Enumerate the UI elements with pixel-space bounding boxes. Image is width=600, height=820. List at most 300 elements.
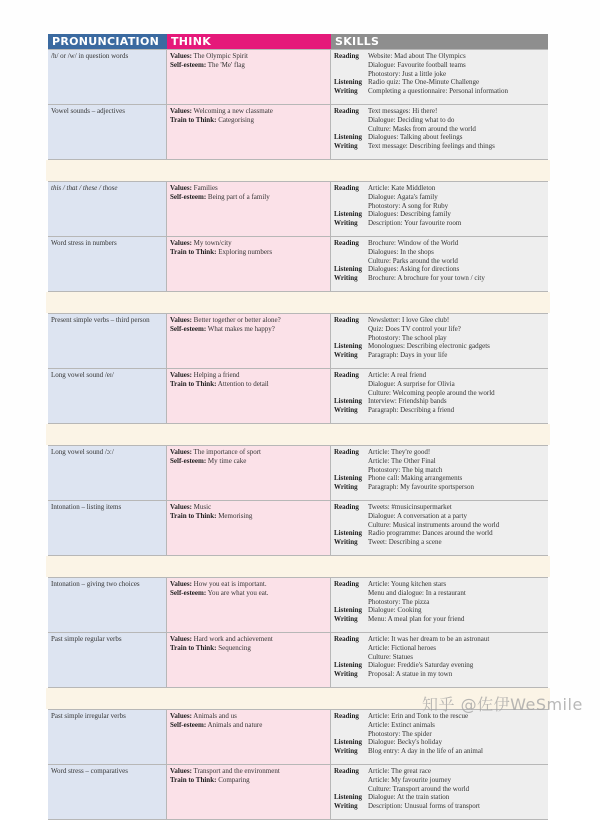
skill-text: Culture: Musical instruments around the world xyxy=(368,520,500,529)
think-label: Train to Think: xyxy=(170,380,217,388)
table-row xyxy=(48,633,548,688)
think-label: Values: xyxy=(170,371,192,379)
think-line xyxy=(170,248,327,257)
skill-line xyxy=(334,538,545,547)
skill-type: Reading xyxy=(334,712,359,720)
skill-line xyxy=(334,325,545,334)
skill-line xyxy=(334,371,545,380)
skill-type xyxy=(334,785,368,794)
think-text: Comparing xyxy=(216,776,250,784)
think-label: Train to Think: xyxy=(170,248,217,256)
pronunciation-text: Past simple regular verbs xyxy=(51,635,122,643)
skill-text: Dialogues: In the shops xyxy=(368,247,434,256)
table-header xyxy=(48,34,548,49)
skill-type xyxy=(334,334,368,343)
skill-type xyxy=(334,325,368,334)
skill-line xyxy=(334,184,545,193)
think-text: What makes me happy? xyxy=(206,325,275,333)
skill-line xyxy=(334,380,545,389)
think-line xyxy=(170,503,327,512)
skill-text: Photostory: Just a little joke xyxy=(368,69,447,78)
think-text: You are what you eat. xyxy=(206,589,269,597)
think-line xyxy=(170,316,327,325)
think-text: Categorising xyxy=(216,116,254,124)
skill-line xyxy=(334,274,545,283)
skill-line xyxy=(334,589,545,598)
skill-line xyxy=(334,529,545,538)
skill-line xyxy=(334,202,545,211)
think-text: Being part of a family xyxy=(206,193,270,201)
skill-type xyxy=(334,61,368,70)
skill-line xyxy=(334,448,545,457)
pronunciation-text: Word stress – comparatives xyxy=(51,767,128,775)
skill-text: Article: Kate Middleton xyxy=(368,184,436,192)
skill-type xyxy=(334,521,368,530)
skill-line xyxy=(334,802,545,811)
skill-text: Dialogue: A conversation at a party xyxy=(368,511,467,520)
skill-line xyxy=(334,670,545,679)
skill-type xyxy=(334,202,368,211)
think-text: Music xyxy=(191,503,212,511)
pronunciation-cell xyxy=(48,578,167,632)
think-text: Animals and us xyxy=(191,712,237,720)
skill-text: Interview: Friendship bands xyxy=(368,397,447,406)
skill-type xyxy=(334,598,368,607)
skill-type xyxy=(334,257,368,266)
skill-type: Writing xyxy=(334,483,358,492)
pronunciation-cell xyxy=(48,633,167,687)
skill-line xyxy=(334,78,545,87)
think-cell xyxy=(167,765,331,819)
think-label: Self-esteem: xyxy=(170,589,207,597)
skill-line xyxy=(334,257,545,266)
skill-line xyxy=(334,125,545,134)
think-line xyxy=(170,380,327,389)
think-line xyxy=(170,644,327,653)
skill-text: Article: A real friend xyxy=(368,371,427,379)
skill-text: Photostory: The school play xyxy=(368,333,447,342)
skill-type: Writing xyxy=(334,670,358,679)
skill-text: Paragraph: My favourite sportsperson xyxy=(368,483,474,492)
skill-line xyxy=(334,316,545,325)
skills-cell xyxy=(331,105,548,159)
skill-line xyxy=(334,52,545,61)
skill-line xyxy=(334,767,545,776)
unit-separator xyxy=(46,424,550,445)
skill-line xyxy=(334,107,545,116)
skill-line xyxy=(334,521,545,530)
skill-text: Brochure: Window of the World xyxy=(368,239,459,247)
skill-type: Reading xyxy=(334,107,359,115)
pronunciation-cell xyxy=(48,369,167,423)
skill-type: Listening xyxy=(334,133,363,142)
think-cell xyxy=(167,50,331,104)
header-skills: SKILLS xyxy=(331,34,548,49)
skill-type: Writing xyxy=(334,87,358,96)
skill-type xyxy=(334,776,368,785)
skill-type xyxy=(334,457,368,466)
skills-cell xyxy=(331,578,548,632)
skill-line xyxy=(334,265,545,274)
skill-type: Listening xyxy=(334,78,363,87)
skill-text: Dialogue: Favourite football teams xyxy=(368,60,466,69)
think-label: Self-esteem: xyxy=(170,61,207,69)
skill-line xyxy=(334,730,545,739)
think-text: The 'Me' flag xyxy=(206,61,245,69)
skill-line xyxy=(334,351,545,360)
skill-type xyxy=(334,589,368,598)
think-line xyxy=(170,193,327,202)
think-text: Transport and the environment xyxy=(191,767,280,775)
skill-type: Writing xyxy=(334,274,358,283)
skill-line xyxy=(334,653,545,662)
skill-line xyxy=(334,598,545,607)
think-label: Values: xyxy=(170,184,192,192)
skill-text: Dialogue: A surprise for Olivia xyxy=(368,379,455,388)
skill-type: Reading xyxy=(334,767,359,775)
think-line xyxy=(170,589,327,598)
skill-text: Article: They're good! xyxy=(368,448,431,456)
think-label: Values: xyxy=(170,712,192,720)
skill-type: Writing xyxy=(334,142,358,151)
skill-line xyxy=(334,606,545,615)
think-line xyxy=(170,512,327,521)
skill-text: Menu and dialogue: In a restaurant xyxy=(368,588,466,597)
skill-line xyxy=(334,615,545,624)
think-line xyxy=(170,448,327,457)
think-text: How you eat is important. xyxy=(191,580,267,588)
pronunciation-cell xyxy=(48,105,167,159)
skill-text: Proposal: A statue in my town xyxy=(368,670,453,679)
think-text: Families xyxy=(191,184,218,192)
skill-text: Article: My favourite journey xyxy=(368,775,452,784)
skill-line xyxy=(334,483,545,492)
skill-type: Reading xyxy=(334,580,359,588)
skill-line xyxy=(334,210,545,219)
watermark: 知乎 @佐伊WeSmile xyxy=(422,695,583,714)
skill-type: Listening xyxy=(334,529,363,538)
think-line xyxy=(170,61,327,70)
skill-text: Paragraph: Days in your life xyxy=(368,351,448,360)
think-cell xyxy=(167,105,331,159)
skill-line xyxy=(334,474,545,483)
table-row xyxy=(48,709,548,765)
skill-line xyxy=(334,776,545,785)
skill-text: Brochure: A brochure for your town / city xyxy=(368,274,485,283)
skills-cell xyxy=(331,50,548,104)
skill-line xyxy=(334,219,545,228)
skill-text: Radio programme: Dances around the world xyxy=(368,529,493,538)
think-label: Self-esteem: xyxy=(170,721,207,729)
think-label: Values: xyxy=(170,316,192,324)
skill-line xyxy=(334,87,545,96)
skill-type: Reading xyxy=(334,448,359,456)
think-line xyxy=(170,635,327,644)
table-row xyxy=(48,313,548,369)
pronunciation-cell xyxy=(48,50,167,104)
think-line xyxy=(170,457,327,466)
skill-type: Reading xyxy=(334,635,359,643)
think-text: Attention to detail xyxy=(216,380,269,388)
skill-line xyxy=(334,248,545,257)
skill-type: Writing xyxy=(334,351,358,360)
skill-text: Description: Unusual forms of transport xyxy=(368,802,480,811)
skill-line xyxy=(334,457,545,466)
skill-line xyxy=(334,503,545,512)
skill-line xyxy=(334,116,545,125)
table-row xyxy=(48,237,548,292)
skill-type xyxy=(334,389,368,398)
skill-text: Article: Extinct animals xyxy=(368,720,435,729)
skill-text: Dialogues: Asking for directions xyxy=(368,265,460,274)
skill-line xyxy=(334,644,545,653)
skill-text: Culture: Parks around the world xyxy=(368,256,458,265)
skill-type xyxy=(334,248,368,257)
skill-text: Article: The great race xyxy=(368,767,432,775)
skill-text: Dialogues: Talking about feelings xyxy=(368,133,463,142)
pronunciation-cell xyxy=(48,314,167,368)
think-label: Values: xyxy=(170,448,192,456)
skill-line xyxy=(334,389,545,398)
skill-text: Newsletter: I love Glee club! xyxy=(368,316,450,324)
think-text: My time cake xyxy=(206,457,247,465)
think-line xyxy=(170,239,327,248)
skill-type: Listening xyxy=(334,210,363,219)
header-pronunciation: PRONUNCIATION xyxy=(48,34,167,49)
skill-line xyxy=(334,738,545,747)
think-cell xyxy=(167,710,331,764)
skill-line xyxy=(334,397,545,406)
think-line xyxy=(170,107,327,116)
think-cell xyxy=(167,237,331,291)
think-text: Welcoming a new classmate xyxy=(191,107,273,115)
skills-cell xyxy=(331,182,548,236)
header-think: THINK xyxy=(167,34,331,49)
think-cell xyxy=(167,446,331,500)
pronunciation-cell xyxy=(48,446,167,500)
table-row xyxy=(48,181,548,237)
skill-type xyxy=(334,466,368,475)
skill-text: Phone call: Making arrangements xyxy=(368,474,463,483)
skill-type: Reading xyxy=(334,184,359,192)
think-text: Hard work and achievement xyxy=(191,635,273,643)
think-label: Values: xyxy=(170,580,192,588)
skill-line xyxy=(334,661,545,670)
think-cell xyxy=(167,501,331,555)
skill-type: Listening xyxy=(334,606,363,615)
skill-text: Culture: Statues xyxy=(368,652,413,661)
think-cell xyxy=(167,369,331,423)
think-cell xyxy=(167,182,331,236)
skill-text: Dialogues: Describing family xyxy=(368,210,451,219)
pronunciation-cell xyxy=(48,765,167,819)
skill-type: Reading xyxy=(334,239,359,247)
skill-line xyxy=(334,239,545,248)
skill-text: Culture: Transport around the world xyxy=(368,784,470,793)
skill-type: Listening xyxy=(334,397,363,406)
skill-text: Photostory: The big match xyxy=(368,465,443,474)
think-label: Train to Think: xyxy=(170,776,217,784)
pronunciation-cell xyxy=(48,710,167,764)
table-row xyxy=(48,577,548,633)
think-text: Sequencing xyxy=(216,644,251,652)
table-row xyxy=(48,501,548,556)
think-label: Train to Think: xyxy=(170,644,217,652)
pronunciation-cell xyxy=(48,237,167,291)
skill-line xyxy=(334,142,545,151)
skills-cell xyxy=(331,501,548,555)
think-label: Values: xyxy=(170,52,192,60)
think-text: Helping a friend xyxy=(191,371,240,379)
skill-text: Radio quiz: The One-Minute Challenge xyxy=(368,78,480,87)
skill-line xyxy=(334,133,545,142)
think-label: Self-esteem: xyxy=(170,457,207,465)
skill-line xyxy=(334,342,545,351)
skill-text: Photostory: The spider xyxy=(368,729,432,738)
skill-type xyxy=(334,193,368,202)
skill-text: Article: Erin and Tonk to the rescue xyxy=(368,712,469,720)
skill-text: Paragraph: Describing a friend xyxy=(368,406,455,415)
unit-separator xyxy=(46,160,550,181)
skill-type: Writing xyxy=(334,219,358,228)
skill-text: Article: The Other Final xyxy=(368,456,436,465)
skill-text: Dialogue: Freddie's Saturday evening xyxy=(368,661,474,670)
think-text: Exploring numbers xyxy=(216,248,273,256)
skills-cell xyxy=(331,765,548,819)
think-text: Animals and nature xyxy=(206,721,263,729)
table-row xyxy=(48,765,548,820)
skill-text: Tweets: #musicinsupermarket xyxy=(368,503,452,511)
think-line xyxy=(170,767,327,776)
skill-text: Dialogue: Cooking xyxy=(368,606,422,615)
pronunciation-text: Intonation – listing items xyxy=(51,503,122,511)
skill-type: Reading xyxy=(334,316,359,324)
skill-type: Writing xyxy=(334,615,358,624)
pronunciation-text: Long vowel sound /ɔː/ xyxy=(51,448,114,456)
skill-type xyxy=(334,644,368,653)
think-text: My town/city xyxy=(191,239,232,247)
think-text: Memorising xyxy=(216,512,253,520)
skill-line xyxy=(334,721,545,730)
skill-type: Listening xyxy=(334,738,363,747)
skill-type xyxy=(334,653,368,662)
skill-text: Text messages: Hi there! xyxy=(368,107,438,115)
skill-type: Listening xyxy=(334,793,363,802)
skill-text: Dialogue: Deciding what to do xyxy=(368,115,455,124)
think-line xyxy=(170,325,327,334)
think-label: Self-esteem: xyxy=(170,193,207,201)
table-row xyxy=(48,445,548,501)
pronunciation-text: Long vowel sound /eɪ/ xyxy=(51,371,114,379)
skill-type: Writing xyxy=(334,538,358,547)
skill-text: Culture: Masks from around the world xyxy=(368,124,476,133)
skill-line xyxy=(334,785,545,794)
think-text: The importance of sport xyxy=(191,448,261,456)
unit-separator xyxy=(46,556,550,577)
skill-type: Writing xyxy=(334,406,358,415)
skill-text: Text message: Describing feelings and things xyxy=(368,142,495,151)
skill-type: Listening xyxy=(334,474,363,483)
think-label: Train to Think: xyxy=(170,512,217,520)
skill-type: Writing xyxy=(334,802,358,811)
skill-type xyxy=(334,70,368,79)
pronunciation-text: this / that / these / those xyxy=(51,184,118,192)
skill-type xyxy=(334,116,368,125)
pronunciation-text: Present simple verbs – third person xyxy=(51,316,150,324)
skill-line xyxy=(334,61,545,70)
table-row xyxy=(48,369,548,424)
think-label: Values: xyxy=(170,767,192,775)
skill-type xyxy=(334,380,368,389)
skill-text: Quiz: Does TV control your life? xyxy=(368,324,461,333)
pronunciation-text: Past simple irregular verbs xyxy=(51,712,126,720)
skills-cell xyxy=(331,710,548,764)
skills-cell xyxy=(331,446,548,500)
skill-line xyxy=(334,793,545,802)
think-label: Values: xyxy=(170,107,192,115)
skill-text: Tweet: Describing a scene xyxy=(368,538,442,547)
skills-cell xyxy=(331,314,548,368)
think-cell xyxy=(167,633,331,687)
skill-text: Article: Young kitchen stars xyxy=(368,580,447,588)
skill-type: Writing xyxy=(334,747,358,756)
skills-cell xyxy=(331,633,548,687)
think-label: Values: xyxy=(170,635,192,643)
think-line xyxy=(170,371,327,380)
skill-type: Reading xyxy=(334,503,359,511)
think-cell xyxy=(167,578,331,632)
skill-line xyxy=(334,406,545,415)
skill-line xyxy=(334,580,545,589)
skill-text: Menu: A meal plan for your friend xyxy=(368,615,465,624)
table-row xyxy=(48,49,548,105)
pronunciation-text: Word stress in numbers xyxy=(51,239,117,247)
skill-text: Dialogue: At the train station xyxy=(368,793,450,802)
think-label: Self-esteem: xyxy=(170,325,207,333)
skill-line xyxy=(334,466,545,475)
skill-line xyxy=(334,193,545,202)
think-label: Values: xyxy=(170,503,192,511)
skill-text: Photostory: The pizza xyxy=(368,597,430,606)
skill-type: Listening xyxy=(334,265,363,274)
skill-type: Listening xyxy=(334,661,363,670)
skill-text: Photostory: A song for Ruby xyxy=(368,201,449,210)
think-line xyxy=(170,52,327,61)
skill-type xyxy=(334,125,368,134)
skill-type xyxy=(334,730,368,739)
skill-text: Dialogue: Agata's family xyxy=(368,192,438,201)
pronunciation-cell xyxy=(48,182,167,236)
think-line xyxy=(170,116,327,125)
think-label: Train to Think: xyxy=(170,116,217,124)
skill-text: Article: Fictional heroes xyxy=(368,643,437,652)
pronunciation-text: /h/ or /w/ in question words xyxy=(51,52,129,60)
skill-line xyxy=(334,747,545,756)
skill-text: Blog entry: A day in the life of an animal xyxy=(368,747,483,756)
skill-text: Completing a questionnaire: Personal information xyxy=(368,87,508,96)
skill-type: Listening xyxy=(334,342,363,351)
skill-type: Reading xyxy=(334,371,359,379)
skill-text: Description: Your favourite room xyxy=(368,219,462,228)
skill-type xyxy=(334,721,368,730)
pronunciation-text: Vowel sounds – adjectives xyxy=(51,107,125,115)
think-line xyxy=(170,184,327,193)
pronunciation-text: Intonation – giving two choices xyxy=(51,580,140,588)
unit-separator xyxy=(46,292,550,313)
think-line xyxy=(170,721,327,730)
table-row xyxy=(48,105,548,160)
think-label: Values: xyxy=(170,239,192,247)
